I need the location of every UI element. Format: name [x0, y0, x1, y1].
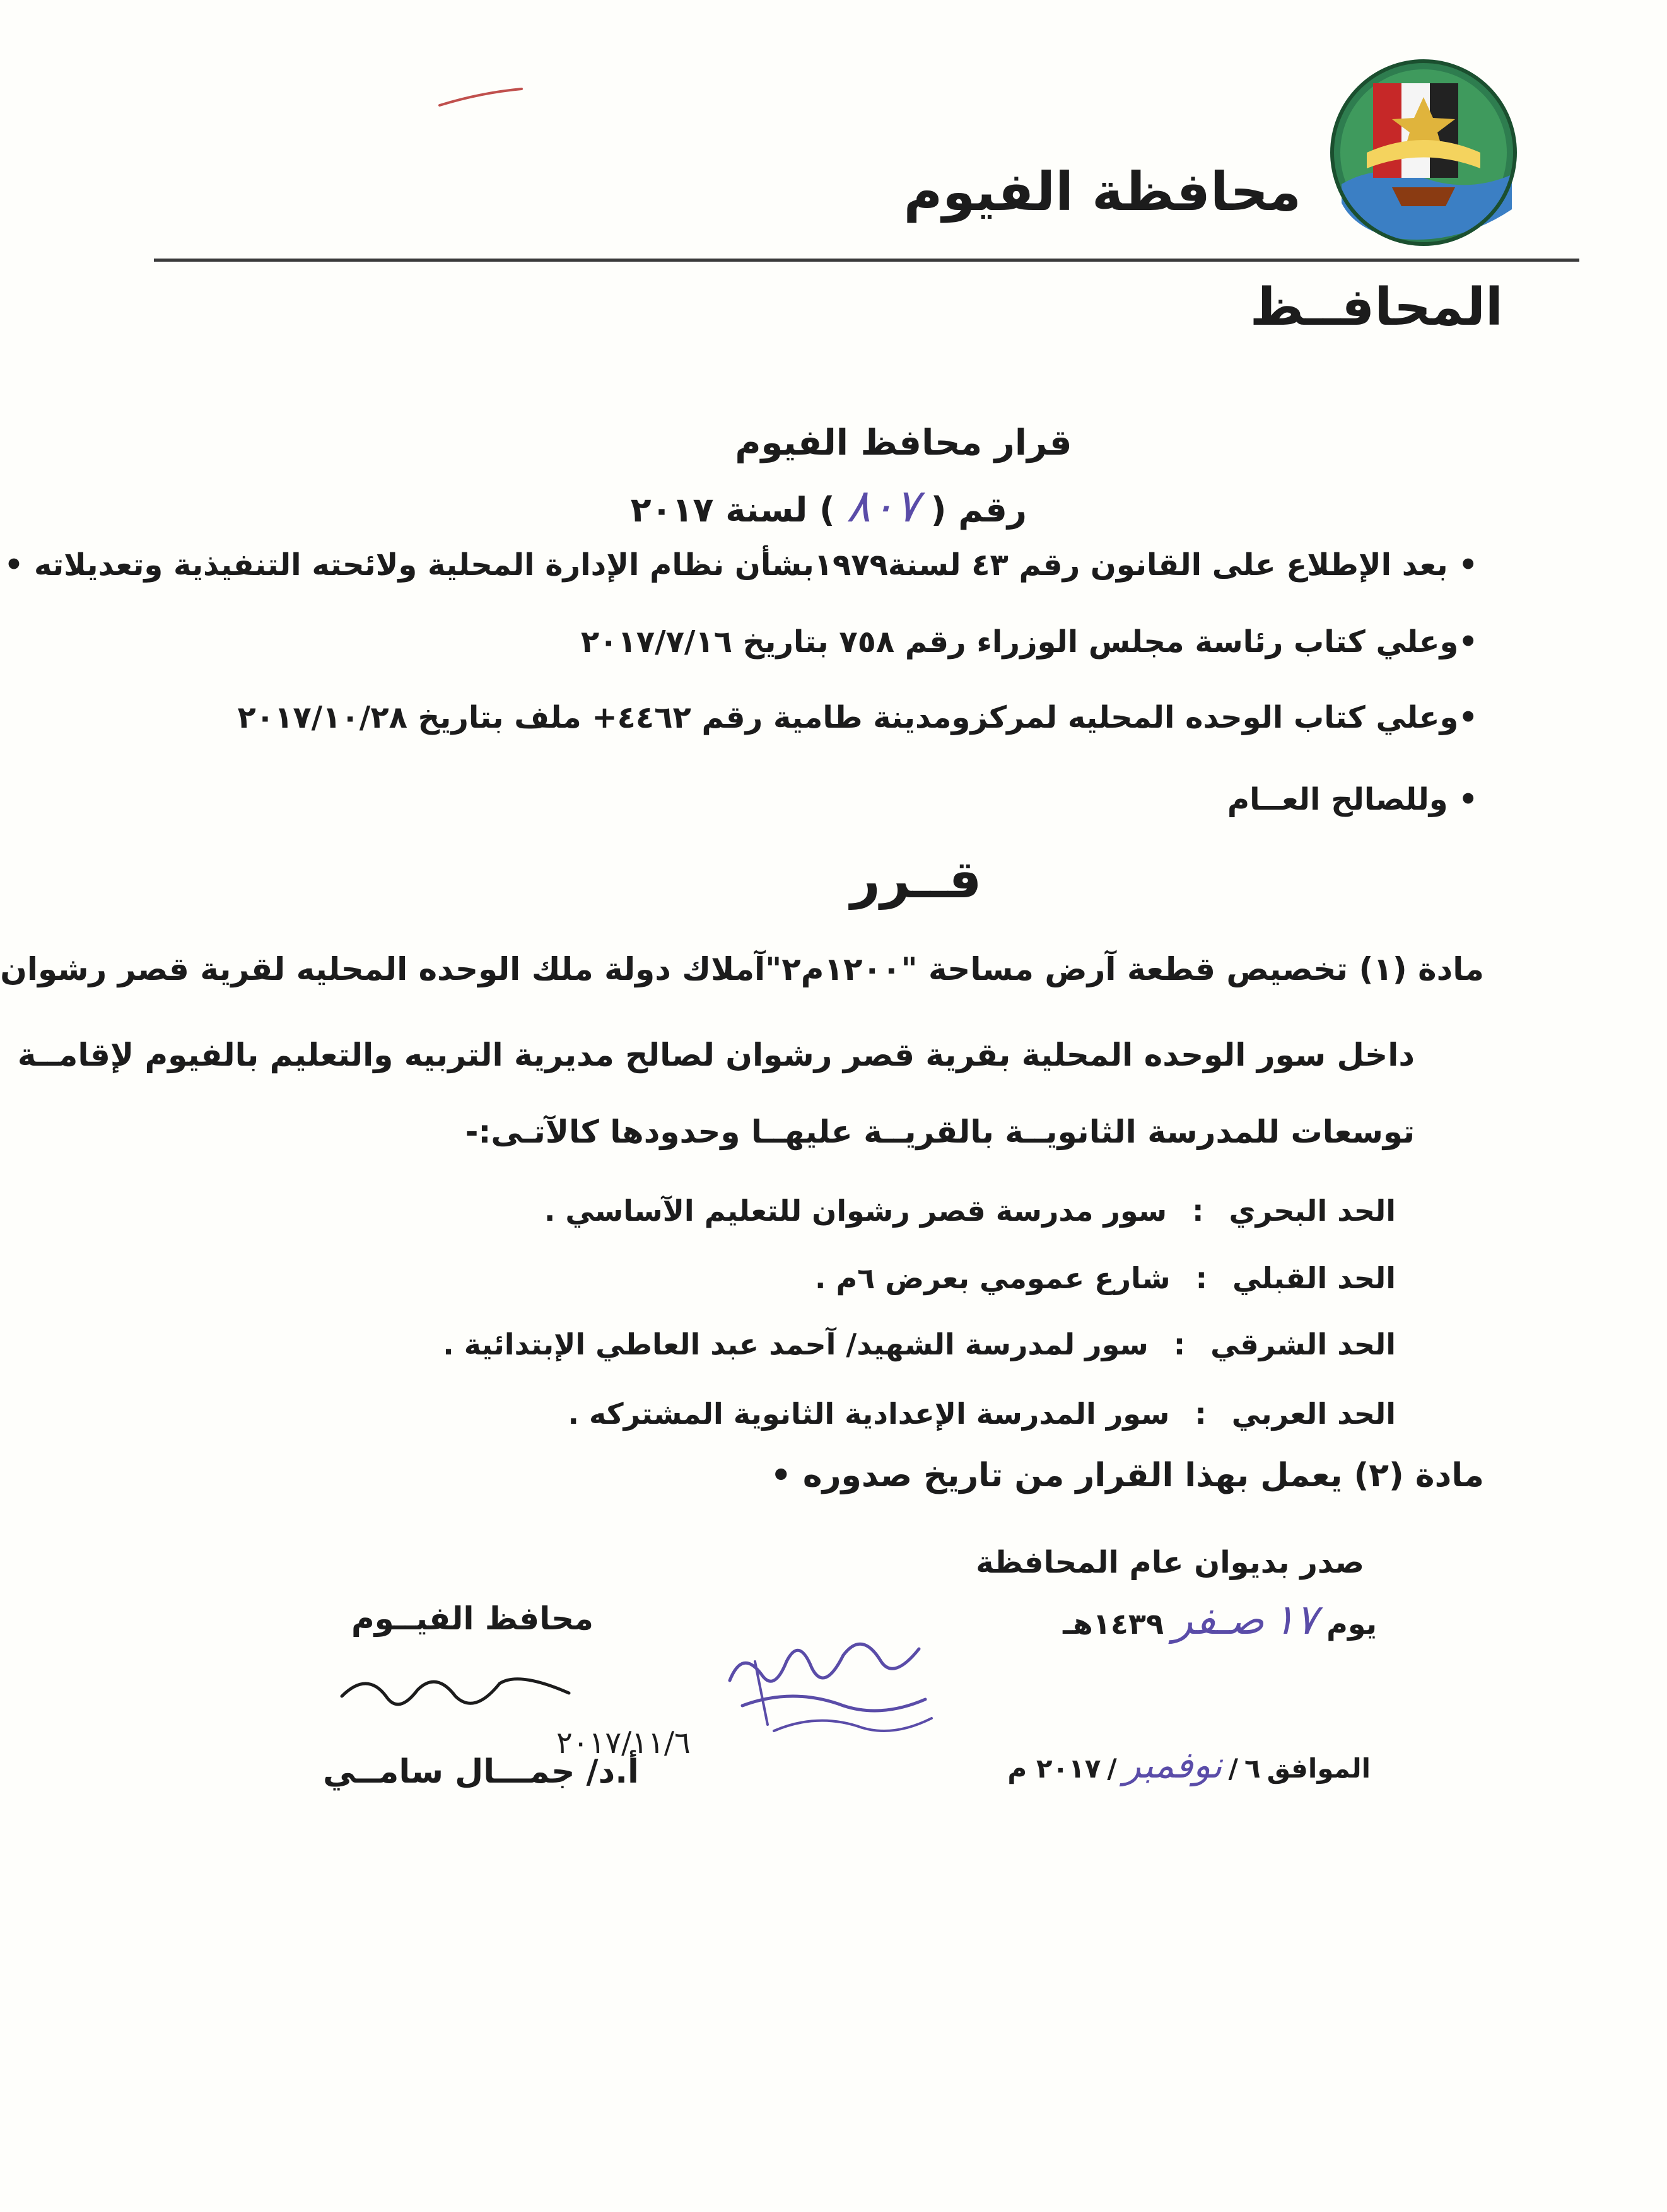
boundary-separator: :	[1195, 1261, 1207, 1295]
governor-title: محافظ الفيــوم	[351, 1600, 594, 1637]
governorate-title: محافظة الفيوم	[903, 161, 1301, 223]
boundary-north	[544, 1194, 1396, 1228]
gregorian-date: الموافق ٦ / نوفمبر / ٢٠١٧ م	[1007, 1743, 1371, 1786]
resolved-heading: قــرر	[850, 850, 982, 910]
consideration-law: • بعد الإطلاع على القانون رقم ٤٣ لسنة١٩٧٩بشأن نظام الإدارة المحلية ولائحته التنفيذية وتعديلاته •	[4, 547, 1478, 583]
gregorian-year: ٢٠١٧ م	[1007, 1753, 1101, 1784]
hijri-month-handwritten: صـفر	[1173, 1595, 1265, 1644]
red-pen-mark	[436, 85, 525, 110]
boundary-label: الحد العربي	[1231, 1397, 1396, 1431]
gregorian-prefix: الموافق	[1266, 1753, 1371, 1784]
decision-number-line	[631, 479, 1027, 532]
hijri-day-handwritten: ١٧	[1273, 1595, 1318, 1644]
boundary-south	[815, 1261, 1396, 1295]
number-suffix: ) لسنة ٢٠١٧	[630, 490, 835, 530]
consideration-local-unit-letter: •وعلي كتاب الوحده المحليه لمركزومدينة طامية رقم ٤٤٦٢+ ملف بتاريخ ٢٠١٧/١٠/٢٨	[237, 700, 1478, 735]
gregorian-month-handwritten: نوفمبر	[1123, 1743, 1222, 1786]
governor-handwritten-date: ٢٠١٧/١١/٦	[556, 1725, 691, 1761]
governor-signature	[329, 1658, 691, 1766]
boundary-label: الحد القبلي	[1232, 1261, 1396, 1295]
boundary-separator: :	[1173, 1327, 1186, 1361]
article-1-line-3: توسعات للمدرسة الثانويــة بالقريــة عليهــا وحدودها كالآتـى:-	[465, 1114, 1415, 1150]
issued-at: صدر بديوان عام المحافظة	[976, 1545, 1364, 1580]
office-title: المحافــظ	[1249, 277, 1503, 337]
gregorian-day: ٦	[1244, 1753, 1261, 1784]
governor-name: أ.د/ جمـــال سامــي	[323, 1753, 639, 1791]
boundary-west	[568, 1397, 1396, 1431]
decision-title: قرار محافظ الفيوم	[735, 422, 1072, 463]
boundary-separator: :	[1192, 1194, 1204, 1228]
hijri-year: ١٤٣٩هـ	[1063, 1607, 1164, 1641]
consideration-public-interest: • وللصالح العــام	[1227, 782, 1478, 817]
number-prefix: رقم (	[930, 490, 1027, 530]
boundary-east	[443, 1327, 1396, 1361]
header-divider	[154, 259, 1579, 262]
article-1-line-1: مادة (١) تخصيص قطعة آرض مساحة "١٢٠٠م٢"آملاك دولة ملك الوحده المحليه لقرية قصر رشوان	[0, 951, 1484, 987]
boundary-label: الحد البحري	[1229, 1194, 1396, 1228]
boundary-value: سور مدرسة قصر رشوان للتعليم الآساسي .	[544, 1194, 1167, 1228]
boundary-value: شارع عمومي بعرض ٦م .	[814, 1261, 1171, 1295]
fayoum-governorate-seal-icon	[1329, 58, 1518, 247]
article-2: مادة (٢) يعمل بهذا القرار من تاريخ صدوره •	[770, 1457, 1484, 1494]
decision-number-handwritten: ٨٠٧	[846, 479, 920, 532]
hijri-prefix: يوم	[1326, 1607, 1377, 1641]
hijri-date	[1063, 1595, 1377, 1644]
official-signature	[717, 1624, 944, 1756]
consideration-cabinet-letter: •وعلي كتاب رئاسة مجلس الوزراء رقم ٧٥٨ بتاريخ ٢٠١٧/٧/١٦	[580, 624, 1478, 660]
boundary-separator: :	[1195, 1397, 1207, 1431]
boundary-value: سور المدرسة الإعدادية الثانوية المشتركه .	[568, 1397, 1170, 1431]
article-1-line-2: داخل سور الوحده المحلية بقرية قصر رشوان لصالح مديرية التربيه والتعليم بالفيوم لإقامــة	[17, 1037, 1415, 1073]
boundary-label: الحد الشرقي	[1210, 1327, 1396, 1361]
boundary-value: سور لمدرسة الشهيد/ آحمد عبد العاطي الإبتدائية .	[443, 1327, 1149, 1361]
